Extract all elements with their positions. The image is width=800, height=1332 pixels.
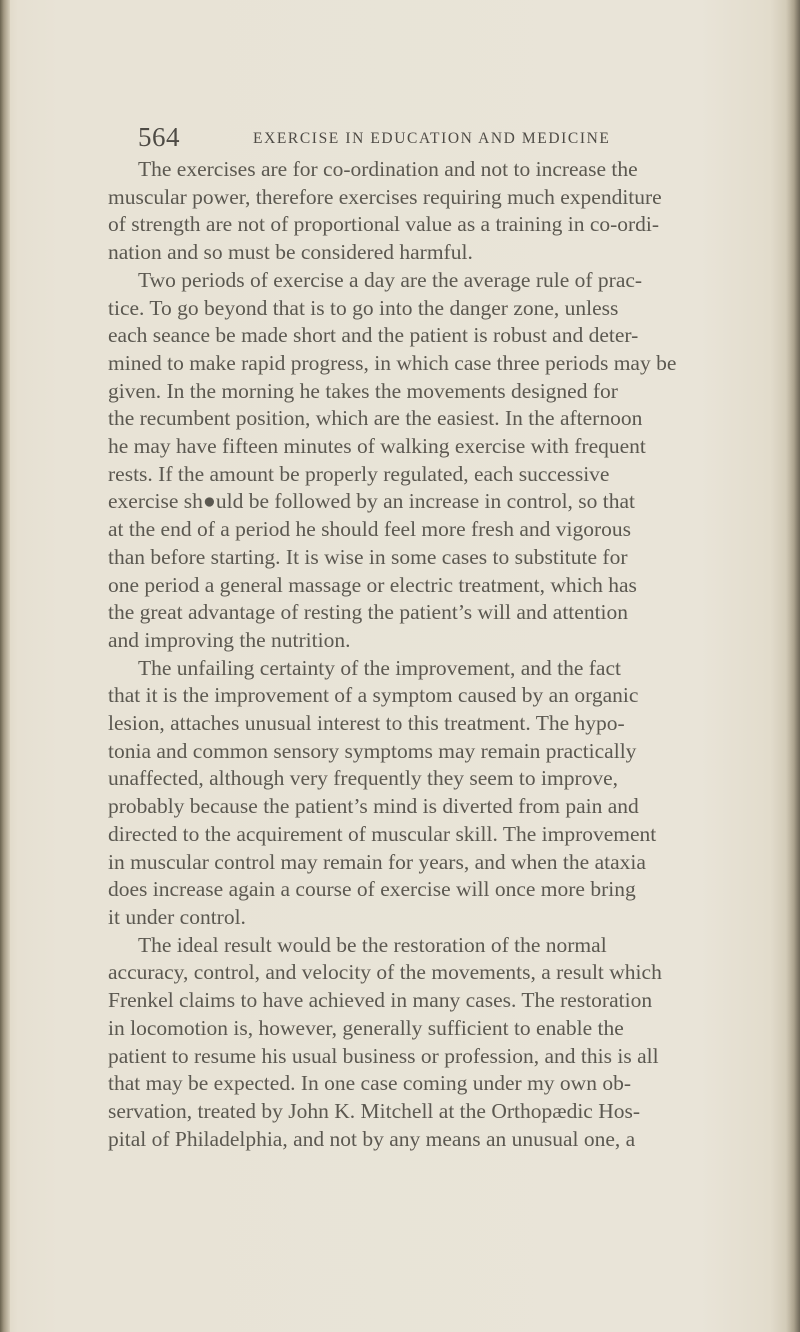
- running-head: EXERCISE IN EDUCATION AND MEDICINE: [253, 130, 611, 147]
- text-line: he may have fifteen minutes of walking exercise with frequent: [108, 434, 646, 459]
- text-line: one period a general massage or electric treatment, which has: [108, 572, 637, 597]
- text-line: accuracy, control, and velocity of the movements, a result which: [108, 960, 662, 985]
- text-line: mined to make rapid progress, in which case three periods may be: [108, 350, 677, 375]
- text-line: The unfailing certainty of the improvement, and the fact: [138, 655, 621, 680]
- text-line: the recumbent position, which are the easiest. In the afternoon: [108, 406, 643, 431]
- text-line: tonia and common sensory symptoms may remain practically: [108, 738, 637, 763]
- text-line: it under control.: [108, 904, 246, 929]
- text-line: probably because the patient’s mind is diverted from pain and: [108, 794, 639, 819]
- text-line: patient to resume his usual business or profession, and this is all: [108, 1043, 659, 1068]
- text-line: that it is the improvement of a symptom caused by an organic: [108, 683, 639, 708]
- text-line: tice. To go beyond that is to go into the danger zone, unless: [108, 295, 619, 320]
- text-line: than before starting. It is wise in some cases to substitute for: [108, 544, 628, 569]
- text-line: that may be expected. In one case coming under my own ob-: [108, 1071, 631, 1096]
- text-line: of strength are not of proportional value as a training in co-ordi-: [108, 212, 660, 237]
- body-text: [108, 156, 708, 1153]
- text-line: in locomotion is, however, generally sufficient to enable the: [108, 1015, 624, 1040]
- text-line: given. In the morning he takes the movements designed for: [108, 378, 618, 403]
- text-line: exercise sh●uld be followed by an increase in control, so that: [108, 489, 636, 514]
- text-line: rests. If the amount be properly regulated, each successive: [108, 461, 610, 486]
- page-number: 564: [138, 122, 180, 152]
- text-line: muscular power, therefore exercises requiring much expenditure: [108, 184, 662, 209]
- text-line: directed to the acquirement of muscular skill. The improvement: [108, 821, 657, 846]
- text-line: pital of Philadelphia, and not by any means an unusual one, a: [108, 1126, 636, 1151]
- text-line: at the end of a period he should feel more fresh and vigorous: [108, 517, 632, 542]
- text-line: servation, treated by John K. Mitchell at the Orthopædic Hos-: [108, 1098, 641, 1123]
- text-line: the great advantage of resting the patient’s will and attention: [108, 600, 629, 625]
- text-line: each seance be made short and the patient is robust and deter-: [108, 323, 639, 348]
- text-line: Two periods of exercise a day are the average rule of prac-: [138, 267, 643, 292]
- text-line: does increase again a course of exercise will once more bring: [108, 877, 636, 902]
- text-line: The exercises are for co-ordination and not to increase the: [138, 157, 638, 181]
- page-edge-shadow: [786, 0, 800, 1332]
- text-line: nation and so must be considered harmful.: [108, 240, 473, 265]
- binding-edge: [0, 0, 10, 1332]
- text-line: unaffected, although very frequently they seem to improve,: [108, 766, 619, 791]
- text-line: in muscular control may remain for years, and when the ataxia: [108, 849, 646, 874]
- text-line: lesion, attaches unusual interest to this treatment. The hypo-: [108, 711, 625, 736]
- text-line: and improving the nutrition.: [108, 627, 351, 652]
- text-line: Frenkel claims to have achieved in many cases. The restoration: [108, 988, 653, 1013]
- text-line: The ideal result would be the restoration of the normal: [138, 932, 607, 957]
